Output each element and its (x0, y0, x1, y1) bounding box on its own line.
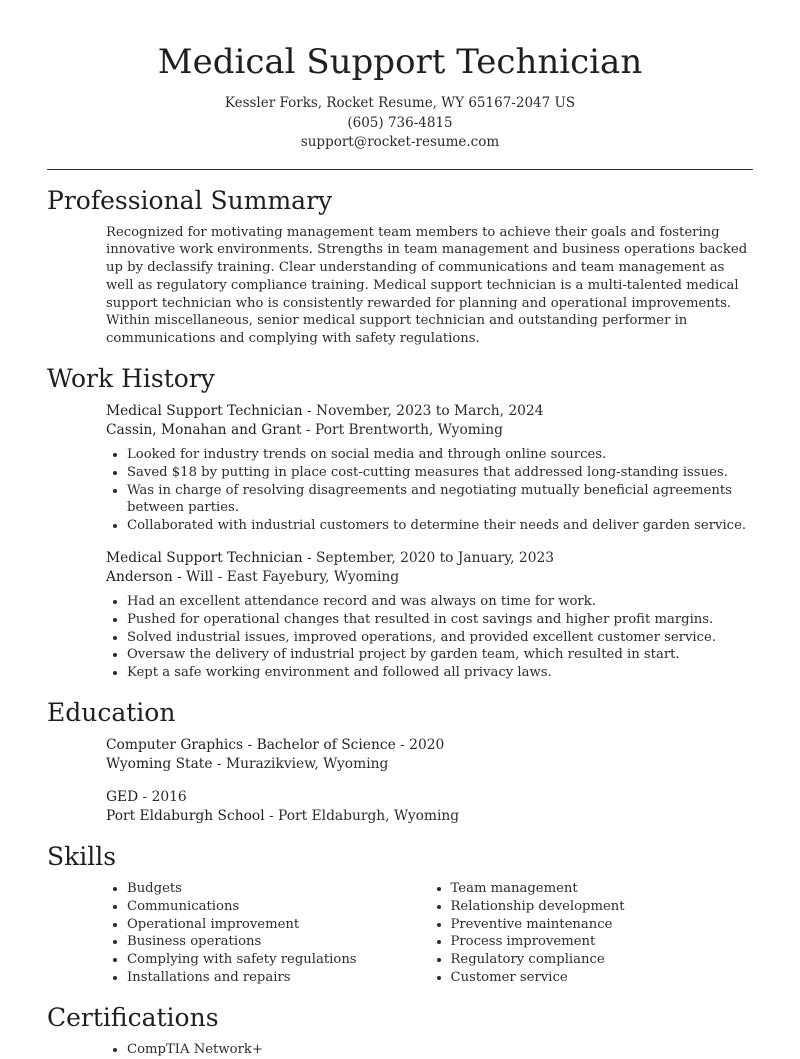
certification-item: • CompTIA Network+ (127, 1041, 753, 1059)
skill-item: • Business operations (127, 933, 430, 951)
school-location: - Murazikview, Wyoming (212, 756, 389, 773)
certifications-list (106, 1041, 753, 1059)
skill-item: • Operational improvement (127, 916, 430, 934)
skills-section (0, 840, 800, 987)
job-location: - East Fayebury, Wyoming (213, 569, 400, 586)
certifications-title: Certifications (47, 1002, 219, 1032)
degree: Computer Graphics - Bachelor of Science (106, 737, 396, 754)
job-bullet: • Collaborated with industrial customers to determine their needs and deliver garden service. (127, 517, 753, 535)
job-bullet: • Kept a safe working environment and followed all privacy laws. (127, 664, 753, 682)
work-body (47, 402, 753, 682)
job-company-line (106, 568, 753, 587)
job-bullet: • Looked for industry trends on social media and through online sources. (127, 446, 753, 464)
job-role: Medical Support Technician (106, 403, 303, 420)
job-bullet: • Saved $18 by putting in place cost-cutting measures that addressed long-standing issues. (127, 464, 753, 482)
contact-block (0, 94, 800, 153)
skill-item: • Customer service (451, 969, 754, 987)
contact-address: Kessler Forks, Rocket Resume, WY 65167-2047 US (224, 95, 576, 111)
job-bullet: • Solved industrial issues, improved operations, and provided excellent customer service. (127, 629, 753, 647)
job-entry (106, 402, 753, 535)
job-title-line (106, 549, 753, 568)
education-body (47, 736, 753, 826)
school-location: - Port Eldaburgh, Wyoming (264, 808, 460, 825)
resume-header (0, 0, 800, 153)
degree-year: - 2016 (138, 789, 187, 806)
work-section (0, 362, 800, 682)
school-line (106, 755, 753, 774)
skill-item: • Team management (451, 880, 754, 898)
summary-section (0, 184, 800, 349)
skill-item: • Communications (127, 898, 430, 916)
skills-list-right (430, 880, 754, 987)
skill-item: • Installations and repairs (127, 969, 430, 987)
work-title: Work History (47, 364, 215, 394)
job-dates: - September, 2020 to January, 2023 (302, 550, 555, 567)
summary-title: Professional Summary (47, 185, 333, 215)
header-divider (47, 169, 753, 170)
education-title: Education (47, 698, 176, 728)
summary-text: Recognized for motivating management team members to achieve their goals and fostering innovative work environments. Strengths in team management and business operations backed up by declassify training. Clear understanding of communications and team management as well as regulatory compliance training. Medical support technician is a multi-talented medical support technician who is consistently rewarded for planning and operational improvements. Within miscellaneous, senior medical support technician and outstanding performer in communications and complying with safety regulations. (106, 224, 748, 347)
job-entry (106, 549, 753, 682)
skills-title: Skills (47, 842, 117, 872)
job-dates: - November, 2023 to March, 2024 (302, 403, 544, 420)
degree: GED (106, 789, 139, 806)
candidate-name: Medical Support Technician (157, 42, 643, 82)
contact-email: support@rocket-resume.com (300, 134, 500, 150)
education-section (0, 696, 800, 826)
skill-item: • Relationship development (451, 898, 754, 916)
certifications-section (0, 1001, 800, 1059)
job-title-line (106, 402, 753, 421)
skill-item: • Budgets (127, 880, 430, 898)
job-location: - Port Brentworth, Wyoming (301, 422, 503, 439)
job-company-line (106, 421, 753, 440)
skills-list-left (106, 880, 430, 987)
job-role: Medical Support Technician (106, 550, 303, 567)
job-bullet: • Was in charge of resolving disagreements and negotiating mutually beneficial agreements between parties. (127, 482, 753, 518)
skill-item: • Preventive maintenance (451, 916, 754, 934)
school: Wyoming State (106, 756, 213, 773)
skill-item: • Process improvement (451, 933, 754, 951)
degree-year: - 2020 (395, 737, 445, 754)
job-bullet: • Pushed for operational changes that resulted in cost savings and higher profit margins. (127, 611, 753, 629)
degree-line (106, 736, 753, 755)
education-entry (106, 788, 753, 826)
job-company: Cassin, Monahan and Grant (106, 422, 302, 439)
job-bullets (106, 446, 753, 535)
job-bullet: • Oversaw the delivery of industrial project by garden team, which resulted in start. (127, 646, 753, 664)
school: Port Eldaburgh School (106, 808, 265, 825)
summary-body (47, 224, 753, 349)
school-line (106, 807, 753, 826)
education-entry (106, 736, 753, 774)
contact-phone: (605) 736-4815 (347, 114, 453, 131)
job-bullet: • Had an excellent attendance record and was always on time for work. (127, 593, 753, 611)
skills-body (47, 880, 753, 987)
job-bullets (106, 593, 753, 682)
skill-item: • Complying with safety regulations (127, 951, 430, 969)
certifications-body (47, 1041, 753, 1059)
job-company: Anderson - Will (106, 569, 214, 586)
degree-line (106, 788, 753, 807)
skill-item: • Regulatory compliance (451, 951, 754, 969)
